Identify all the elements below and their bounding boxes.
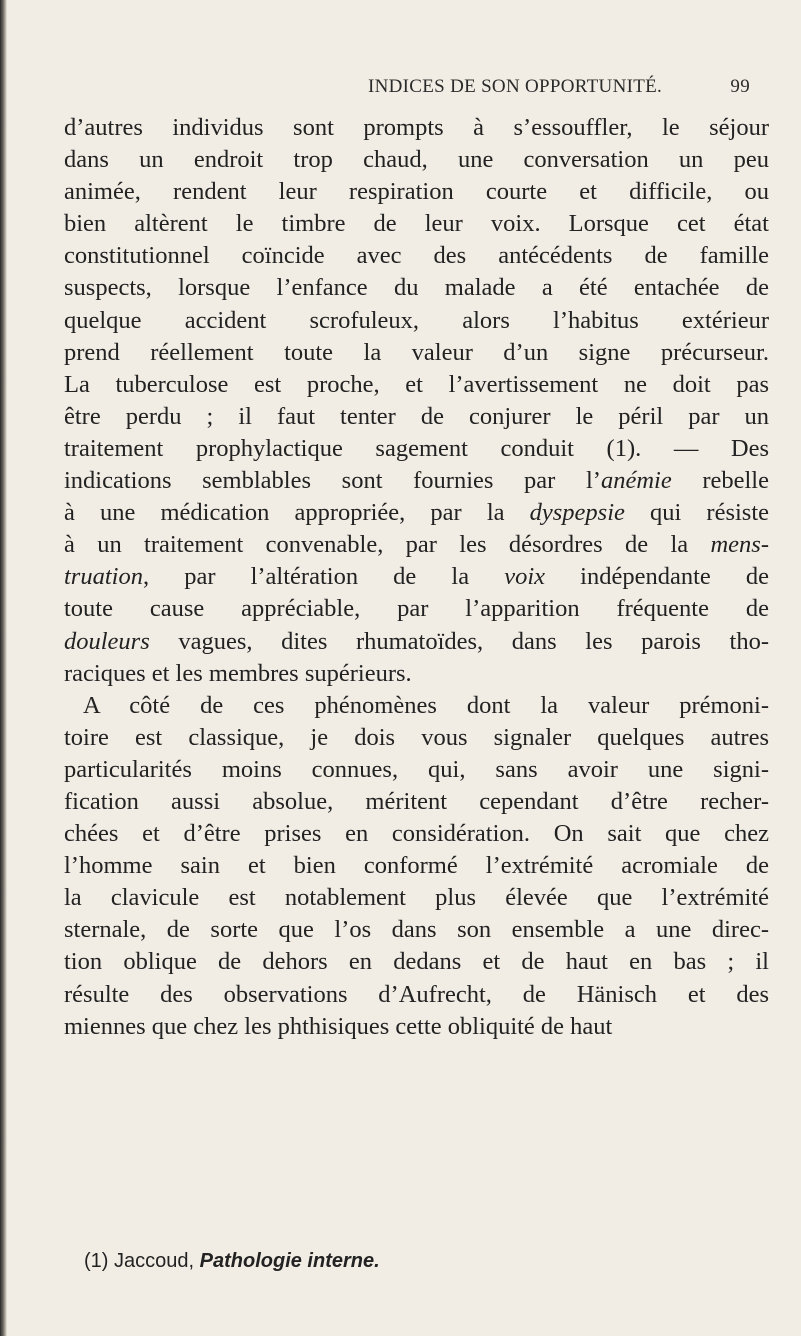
text-run: d’autres individus sont prompts à s’essouffler, le séjour bbox=[64, 114, 769, 141]
text-line bbox=[64, 626, 769, 658]
text-run: à un traitement convenable, par les désordres de la bbox=[64, 531, 711, 559]
footnote bbox=[84, 1248, 764, 1274]
text-run: particularités moins connues, qui, sans avoir une signi- bbox=[64, 755, 769, 783]
text-line bbox=[64, 369, 769, 401]
text-run: sternale, de sorte que l’os dans son ensemble a une direc- bbox=[64, 916, 769, 944]
text-run: La tuberculose est proche, et l’avertissement ne doit pas bbox=[64, 370, 769, 398]
text-run: à une médication appropriée, par la bbox=[64, 499, 530, 527]
text-line bbox=[64, 850, 769, 882]
text-line bbox=[64, 401, 769, 433]
text-run: toire est classique, je dois vous signaler quelques autres bbox=[64, 723, 769, 751]
page-edge bbox=[0, 0, 7, 1336]
text-run: chées et d’être prises en considération. On sait que chez bbox=[64, 820, 769, 848]
emphasis-term: truation bbox=[64, 563, 143, 591]
text-run: fication aussi absolue, méritent cependant d’être recher- bbox=[64, 787, 769, 815]
text-line bbox=[64, 176, 769, 208]
text-run: raciques et les membres supérieurs. bbox=[64, 659, 412, 687]
text-line bbox=[64, 529, 769, 561]
text-line bbox=[64, 722, 769, 754]
text-run: être perdu ; il faut tenter de conjurer le péril par un bbox=[64, 402, 769, 430]
footnote-title: Pathologie interne. bbox=[199, 1250, 380, 1272]
text-run: prend réellement toute la valeur d’un signe précurseur. bbox=[64, 338, 769, 366]
text-run: tion oblique de dehors en dedans et de haut en bas ; il bbox=[64, 948, 769, 976]
footnote-author: Jaccoud, bbox=[114, 1250, 195, 1272]
text-line bbox=[64, 272, 769, 304]
page-number: 99 bbox=[730, 76, 750, 97]
text-run: indications semblables sont fournies par l’ bbox=[64, 467, 601, 495]
text-line bbox=[64, 754, 769, 786]
text-run: qui résiste bbox=[624, 499, 769, 527]
text-run: constitutionnel coïncide avec des antécédents de famille bbox=[64, 242, 769, 270]
text-run: A côté de ces phénomènes dont la valeur prémoni- bbox=[83, 691, 769, 719]
text-line bbox=[64, 1011, 769, 1043]
running-title: INDICES DE SON OPPORTUNITÉ. bbox=[368, 76, 663, 97]
emphasis-term: dyspepsie bbox=[529, 499, 625, 527]
text-line bbox=[64, 786, 769, 818]
text-line bbox=[64, 882, 769, 914]
text-line bbox=[64, 240, 769, 272]
text-line bbox=[64, 337, 769, 369]
emphasis-term: voix bbox=[504, 563, 546, 591]
text-line bbox=[64, 144, 769, 176]
text-line bbox=[64, 690, 769, 722]
text-run: l’homme sain et bien conformé l’extrémité acromiale de bbox=[64, 852, 769, 880]
text-run: traitement prophylactique sagement conduit (1). — Des bbox=[64, 434, 769, 462]
text-line bbox=[64, 465, 769, 497]
text-line bbox=[64, 979, 769, 1011]
text-line bbox=[64, 658, 769, 690]
text-run: suspects, lorsque l’enfance du malade a été entachée de bbox=[64, 274, 769, 302]
body-text bbox=[64, 112, 769, 1043]
text-run: , par l’altération de la bbox=[142, 563, 505, 591]
text-line bbox=[64, 561, 769, 593]
text-run: dans un endroit trop chaud, une conversation un peu bbox=[64, 146, 769, 174]
text-run: animée, rendent leur respiration courte et difficile, ou bbox=[64, 178, 769, 206]
text-run: indépendante de bbox=[545, 563, 769, 591]
text-line bbox=[64, 433, 769, 465]
text-run: toute cause appréciable, par l’apparition fréquente de bbox=[64, 595, 769, 623]
text-line bbox=[64, 818, 769, 850]
text-run: rebelle bbox=[671, 467, 769, 495]
running-header bbox=[64, 76, 764, 102]
text-line bbox=[64, 305, 769, 337]
emphasis-term: anémie bbox=[600, 467, 672, 495]
text-run: la clavicule est notablement plus élevée que l’extrémité bbox=[64, 884, 769, 912]
text-run: miennes que chez les phthisiques cette obliquité de haut bbox=[64, 1012, 613, 1040]
text-run: quelque accident scrofuleux, alors l’habitus extérieur bbox=[64, 306, 769, 334]
text-line bbox=[64, 497, 769, 529]
text-line bbox=[64, 112, 769, 144]
emphasis-term: mens- bbox=[710, 531, 769, 559]
text-line bbox=[64, 208, 769, 240]
text-line bbox=[64, 914, 769, 946]
emphasis-term: douleurs bbox=[64, 627, 150, 655]
text-run: résulte des observations d’Aufrecht, de Hänisch et des bbox=[64, 980, 769, 1008]
text-line bbox=[64, 593, 769, 625]
footnote-marker: (1) bbox=[84, 1250, 109, 1272]
text-run: vagues, dites rhumatoïdes, dans les parois tho- bbox=[149, 627, 769, 655]
text-run: bien altèrent le timbre de leur voix. Lorsque cet état bbox=[64, 210, 769, 238]
text-line bbox=[64, 946, 769, 978]
